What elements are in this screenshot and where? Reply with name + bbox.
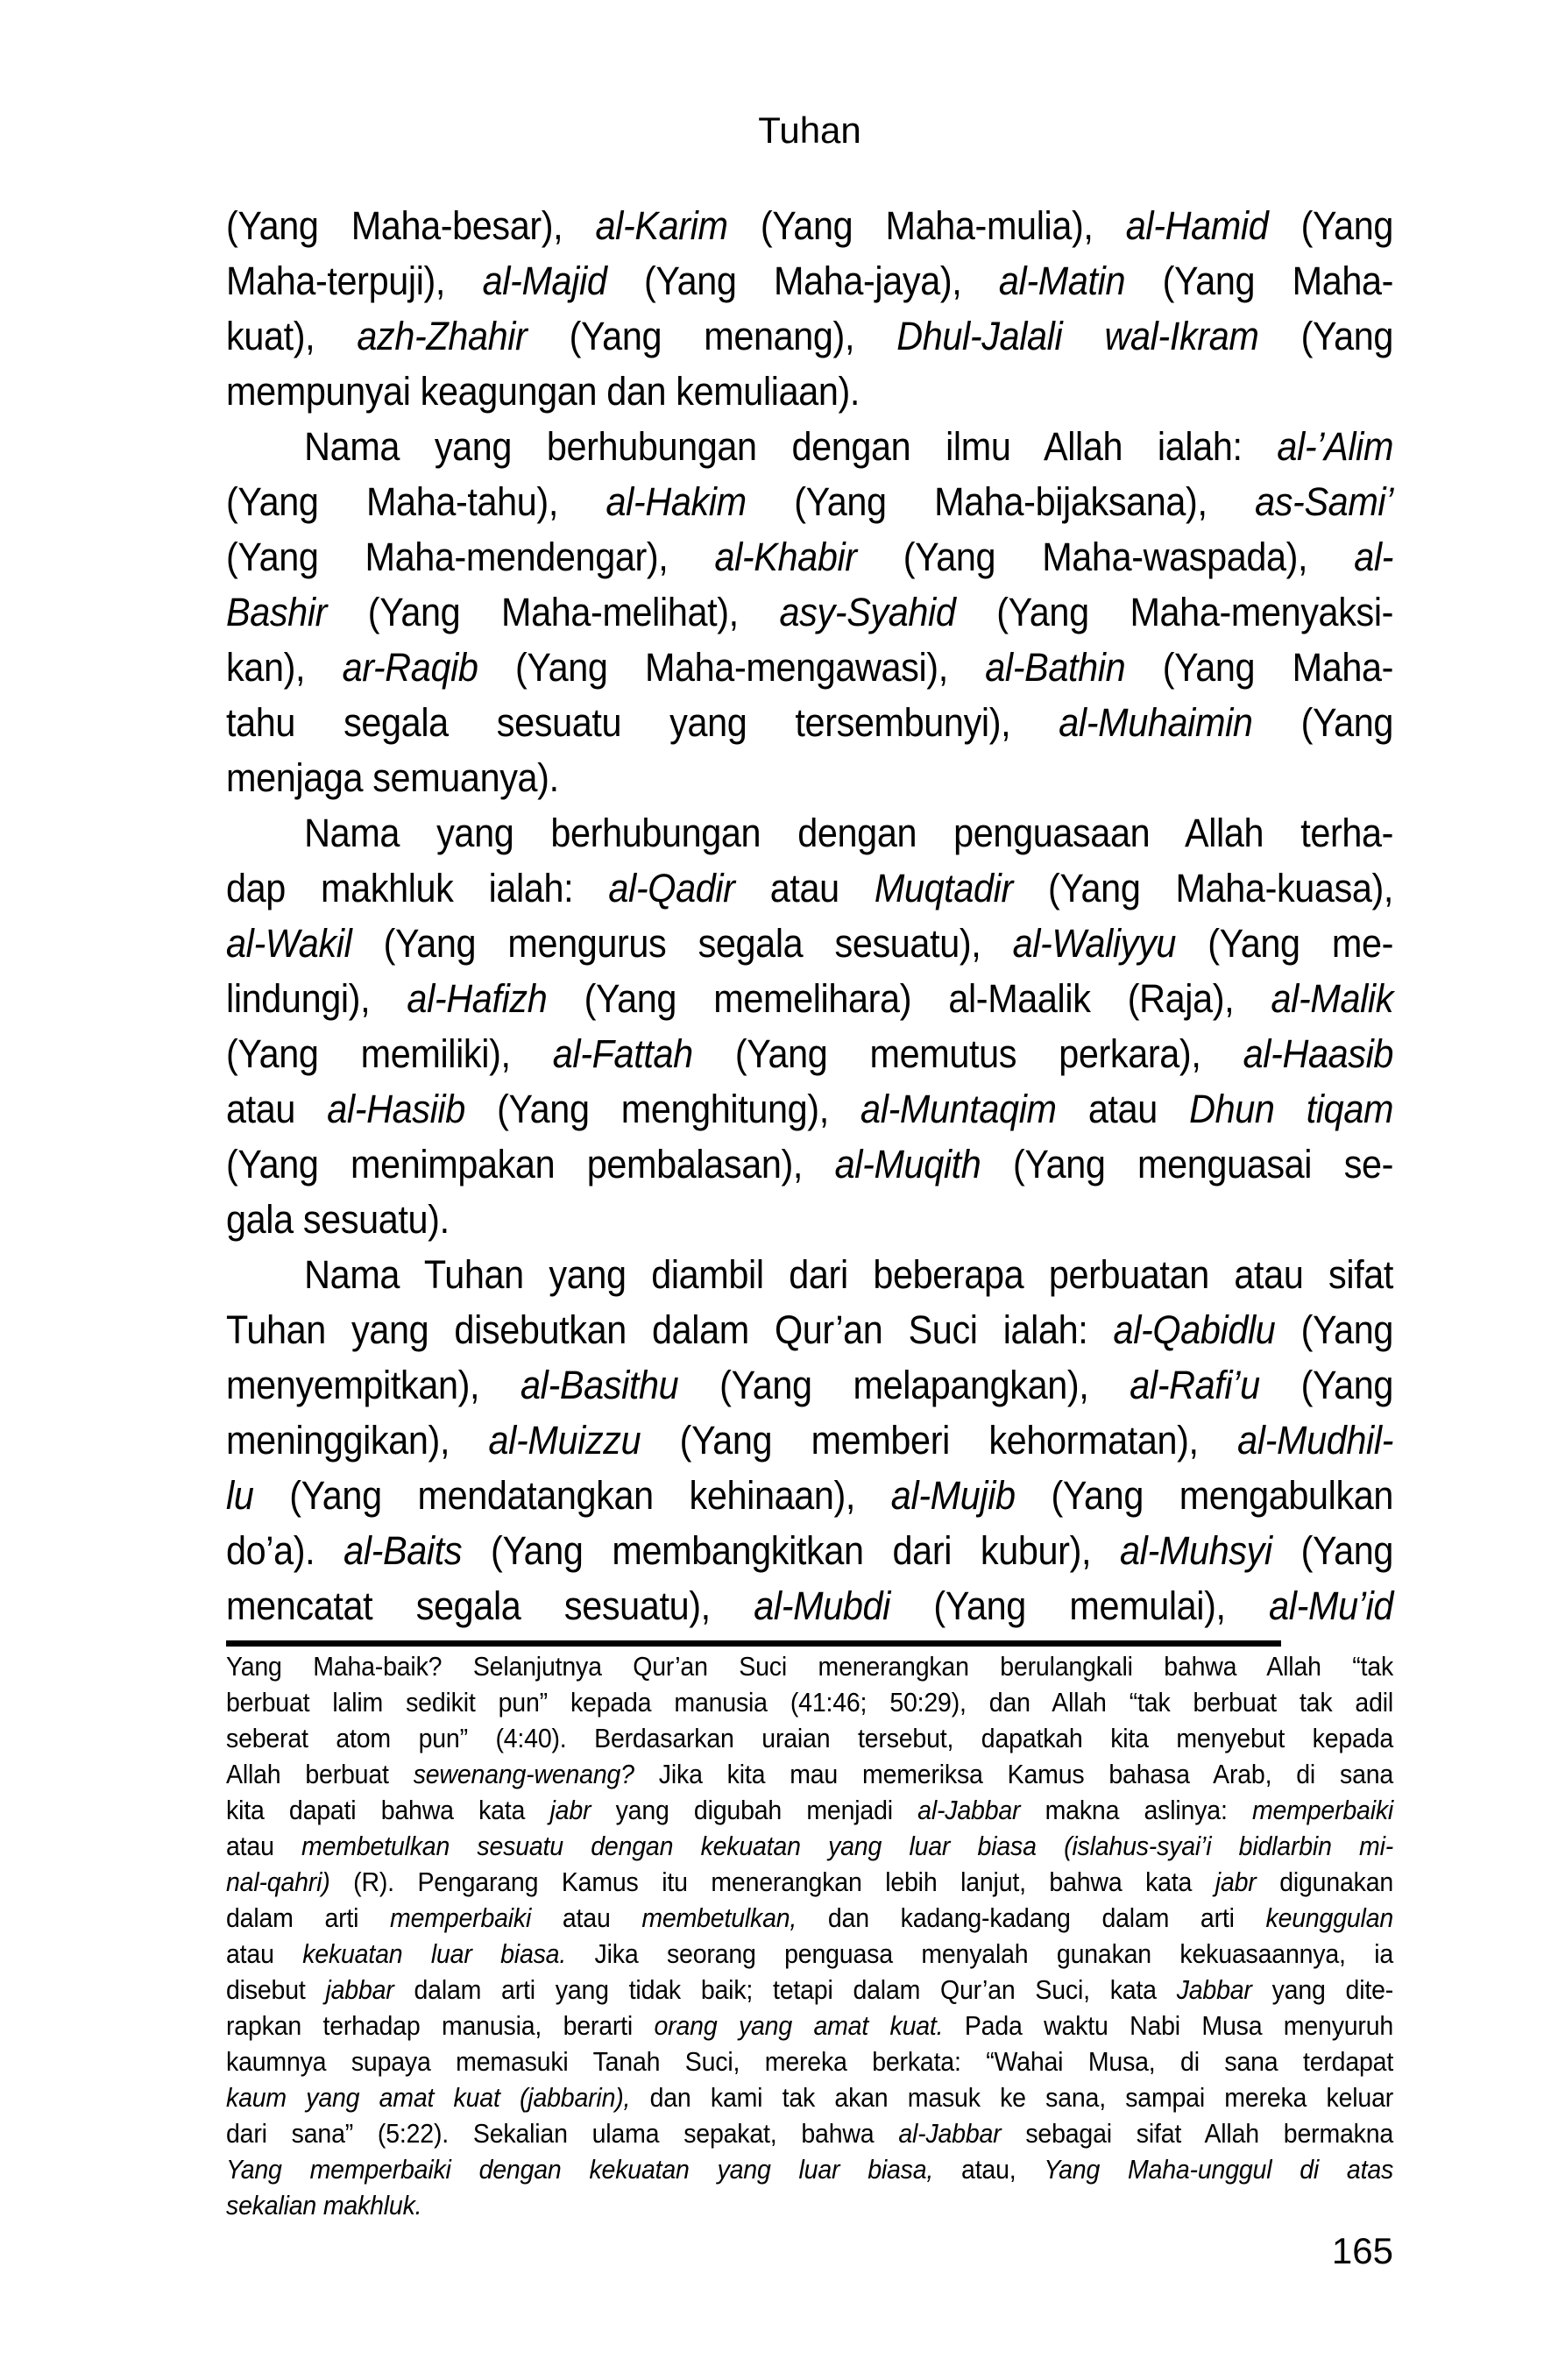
text-segment: seberat atom pun” (4:40). Berdasarkan uraian tersebut, dapatkah kita menyebut kepada [226,1723,1394,1753]
text-segment: (Yang melapangkan), [678,1363,1130,1407]
footnote-divider [226,1640,1281,1647]
text-segment: dalam arti yang tidak baik; tetapi dalam Qur’an Suci, kata [393,1974,1177,2005]
text-segment: Nama yang berhubungan dengan penguasaan Allah terha- [304,811,1394,855]
italic-text-segment: al-Baits [343,1528,463,1573]
text-segment: yang digubah menjadi [591,1795,918,1825]
italic-text-segment: al-Malik [1271,976,1394,1021]
italic-text-segment: al-Fattah [552,1031,693,1076]
text-segment: Pada waktu Nabi Musa menyuruh [943,2010,1394,2041]
text-segment: atau [226,1087,328,1131]
footnote-line [226,1900,1393,1936]
footnote-line [226,2079,1393,2115]
italic-text-segment: al-Mu’id [1269,1583,1394,1628]
italic-text-segment: al-Jabbar [917,1795,1021,1825]
italic-text-segment: al-Mubdi [754,1583,890,1628]
italic-text-segment: al-Hafizh [407,976,548,1021]
italic-text-segment: asy-Syahid [779,590,956,634]
body-line [226,1302,1393,1357]
footnote-line [226,1684,1393,1720]
body-line [226,1081,1393,1137]
text-segment: (Yang mengurus segala sesuatu), [351,921,1013,966]
text-segment: (Yang menang), [527,314,897,358]
text-segment: (Yang Maha-melihat), [327,590,780,634]
italic-text-segment: Yang Maha-unggul di atas [1044,2154,1394,2185]
body-line [226,1137,1393,1192]
text-segment: lindungi), [226,976,407,1021]
italic-text-segment: al-Mujib [890,1473,1016,1518]
text-segment: mempunyai keagungan dan kemuliaan). [226,369,860,414]
body-line [226,253,1393,308]
text-segment: (Yang Maha- [1125,645,1394,690]
italic-text-segment: al-Muqith [834,1142,981,1186]
text-segment: atau [1056,1087,1190,1131]
text-segment: (Yang [1271,1528,1394,1573]
italic-text-segment: Dhul-Jalali wal-Ikram [896,314,1259,358]
text-segment: (Yang me- [1175,921,1394,966]
text-segment: Nama yang berhubungan dengan ilmu Allah ialah: [304,424,1278,469]
italic-text-segment: al-Karim [595,203,728,248]
italic-text-segment: al-Qabidlu [1113,1307,1276,1352]
italic-text-segment: al-Haasib [1243,1031,1394,1076]
text-segment: kaumnya supaya memasuki Tanah Suci, mereka berkata: “Wahai Musa, di sana terdapat [226,2046,1394,2077]
text-segment: (Yang Maha-mulia), [727,203,1126,248]
text-segment: atau [734,866,875,910]
italic-text-segment: jabbar [325,1974,394,2005]
body-line [226,971,1393,1026]
footnote-line [226,1828,1393,1864]
body-line [226,1523,1393,1578]
text-segment: rapkan terhadap manusia, berarti [226,2010,655,2041]
body-line [226,1413,1393,1468]
italic-text-segment: lu [226,1473,254,1518]
italic-text-segment: memperbaiki [1251,1795,1394,1825]
text-segment: (Yang Maha-besar), [226,203,596,248]
italic-text-segment: al-Mudhil- [1237,1418,1394,1463]
text-segment: (Yang Maha-mendengar), [226,535,715,579]
text-segment: (Yang memelihara) al-Maalik (Raja), [547,976,1271,1021]
italic-text-segment: as-Sami’ [1255,479,1394,524]
italic-text-segment: al-Wakil [226,921,352,966]
italic-text-segment: al-Muhaimin [1059,700,1253,745]
italic-text-segment: jabr [549,1795,591,1825]
text-segment: (Yang membangkitkan dari kubur), [462,1528,1120,1573]
text-segment: (Yang mengabulkan [1015,1473,1394,1518]
body-line [226,1192,1393,1247]
text-segment: menyempitkan), [226,1363,521,1407]
text-segment: Tuhan yang disebutkan dalam Qur’an Suci ialah: [226,1307,1114,1352]
italic-text-segment: ar-Raqib [342,645,478,690]
footnote-text [226,1648,1393,2223]
text-segment: (Yang memberi kehormatan), [641,1418,1238,1463]
body-text [226,198,1393,1633]
text-segment: digunakan [1256,1866,1394,1897]
text-segment: kita dapati bahwa kata [226,1795,550,1825]
italic-text-segment: Dhun tiqam [1189,1087,1394,1131]
italic-text-segment: sekalian makhluk. [226,2190,422,2221]
text-segment: Jika kita mau memeriksa Kamus bahasa Arab, di sana [634,1759,1394,1789]
body-line [226,750,1393,805]
text-segment: dap makhluk ialah: [226,866,609,910]
text-segment: (Yang menghitung), [464,1087,861,1131]
italic-text-segment: keunggulan [1265,1902,1394,1933]
text-segment: (Yang [1258,314,1394,358]
italic-text-segment: al-Qadir [608,866,735,910]
italic-text-segment: al-Khabir [714,535,857,579]
text-segment: (Yang Maha-waspada), [856,535,1355,579]
italic-text-segment: sewenang-wenang? [413,1759,634,1789]
italic-text-segment: al- [1354,535,1394,579]
text-segment: dan kami tak akan masuk ke sana, sampai mereka keluar [630,2082,1394,2113]
text-segment: kan), [226,645,343,690]
italic-text-segment: al-Hamid [1125,203,1269,248]
body-line [226,695,1393,750]
text-segment: Yang Maha-baik? Selanjutnya Qur’an Suci menerangkan berulangkali bahwa Allah “tak [226,1651,1394,1682]
italic-text-segment: orang yang amat kuat. [654,2010,944,2041]
text-segment: meninggikan), [226,1418,489,1463]
footnote-line [226,2044,1393,2079]
text-segment: mencatat segala sesuatu), [226,1583,754,1628]
italic-text-segment: al-Bathin [985,645,1126,690]
footnote-line [226,1648,1393,1684]
italic-text-segment: al-Basithu [521,1363,679,1407]
footnote-line [226,2187,1393,2223]
italic-text-segment: al-Jabbar [898,2118,1002,2149]
text-segment: berbuat lalim sedikit pun” kepada manusia (41:46; 50:29), dan Allah “tak berbuat tak adil [226,1687,1394,1718]
text-segment: menjaga semuanya). [226,755,559,800]
text-segment: atau [226,1831,302,1861]
text-segment: dalam arti [226,1902,391,1933]
footnote-line [226,2151,1393,2187]
body-line [226,364,1393,419]
footnote-line [226,2115,1393,2151]
text-segment: Jika seorang penguasa menyalah gunakan kekuasaannya, ia [566,1938,1394,1969]
text-segment: do’a). [226,1528,344,1573]
body-line [226,1357,1393,1413]
italic-text-segment: membetulkan sesuatu dengan kekuatan yang luar biasa (islahus-syai’i bidlarbin mi- [301,1831,1394,1861]
footnote-line [226,2008,1393,2044]
footnote-line [226,1972,1393,2008]
italic-text-segment: jabr [1215,1866,1257,1897]
text-segment: (Yang Maha-jaya), [606,259,999,303]
text-segment: atau, [933,2154,1045,2185]
text-segment: (Yang [1268,203,1394,248]
body-line [226,1247,1393,1302]
text-segment: (Yang [1252,700,1394,745]
body-line [226,308,1393,364]
text-segment: dari sana” (5:22). Sekalian ulama sepakat, bahwa [226,2118,899,2149]
text-segment: (Yang menimpakan pembalasan), [226,1142,835,1186]
text-segment: Maha-terpuji), [226,259,483,303]
italic-text-segment: memperbaiki [390,1902,532,1933]
text-segment: (Yang Maha- [1125,259,1394,303]
text-segment: (Yang memulai), [889,1583,1270,1628]
text-segment: Allah berbuat [226,1759,414,1789]
italic-text-segment: kekuatan luar biasa. [302,1938,567,1969]
text-segment: yang dite- [1251,1974,1394,2005]
body-line [226,1026,1393,1081]
text-segment: kuat), [226,314,358,358]
page-title: Tuhan [758,110,861,151]
footnote-line [226,1756,1393,1792]
body-line [226,640,1393,695]
footnote-line [226,1936,1393,1972]
italic-text-segment: Muqtadir [874,866,1013,910]
text-segment: (Yang [1275,1307,1394,1352]
italic-text-segment: al-Majid [482,259,607,303]
italic-text-segment: al-Waliyyu [1012,921,1176,966]
text-segment: (Yang Maha-menyaksi- [955,590,1394,634]
text-segment: disebut [226,1974,326,2005]
italic-text-segment: Jabbar [1176,1974,1252,2005]
italic-text-segment: al-Hasiib [327,1087,465,1131]
italic-text-segment: Bashir [226,590,328,634]
text-segment: (Yang [1259,1363,1394,1407]
text-segment: (Yang memiliki), [226,1031,553,1076]
page-number: 165 [1331,2230,1393,2271]
text-segment: atau [226,1938,303,1969]
body-line [226,805,1393,861]
italic-text-segment: al-Matin [998,259,1126,303]
italic-text-segment: al-Muntaqim [860,1087,1057,1131]
footnote-line [226,1792,1393,1828]
italic-text-segment: al-’Alim [1277,424,1394,469]
body-line [226,198,1393,253]
body-line [226,529,1393,584]
text-segment: (Yang Maha-mengawasi), [478,645,986,690]
footnote-line [226,1720,1393,1756]
text-segment: (Yang Maha-tahu), [226,479,606,524]
text-segment: dan kadang-kadang dalam arti [797,1902,1266,1933]
text-segment: (Yang Maha-bijaksana), [746,479,1256,524]
body-line [226,1578,1393,1633]
italic-text-segment: al-Rafi’u [1130,1363,1260,1407]
italic-text-segment: kaum yang amat kuat (jabbarin), [226,2082,631,2113]
text-segment: makna aslinya: [1020,1795,1252,1825]
footnote-line [226,1864,1393,1900]
body-line [226,1468,1393,1523]
body-line [226,584,1393,640]
text-segment: (Yang Maha-kuasa), [1012,866,1394,910]
italic-text-segment: azh-Zhahir [357,314,528,358]
italic-text-segment: nal-qahri) [226,1866,330,1897]
body-line [226,916,1393,971]
body-line [226,474,1393,529]
text-segment: sebagai sifat Allah bermakna [1001,2118,1394,2149]
text-segment: atau [531,1902,642,1933]
italic-text-segment: al-Hakim [606,479,747,524]
text-segment: (Yang mendatangkan kehinaan), [253,1473,891,1518]
text-segment: Nama Tuhan yang diambil dari beberapa perbuatan atau sifat [304,1252,1394,1297]
italic-text-segment: al-Muizzu [488,1418,641,1463]
text-segment: (Yang menguasai se- [981,1142,1394,1186]
italic-text-segment: membetulkan, [641,1902,797,1933]
italic-text-segment: al-Muhsyi [1119,1528,1272,1573]
body-line [226,419,1393,474]
text-segment: gala sesuatu). [226,1197,450,1242]
italic-text-segment: Yang memperbaiki dengan kekuatan yang luar biasa, [226,2154,934,2185]
text-segment: (R). Pengarang Kamus itu menerangkan lebih lanjut, bahwa kata [329,1866,1215,1897]
body-line [226,861,1393,916]
text-segment: (Yang memutus perkara), [692,1031,1243,1076]
text-segment: tahu segala sesuatu yang tersembunyi), [226,700,1059,745]
